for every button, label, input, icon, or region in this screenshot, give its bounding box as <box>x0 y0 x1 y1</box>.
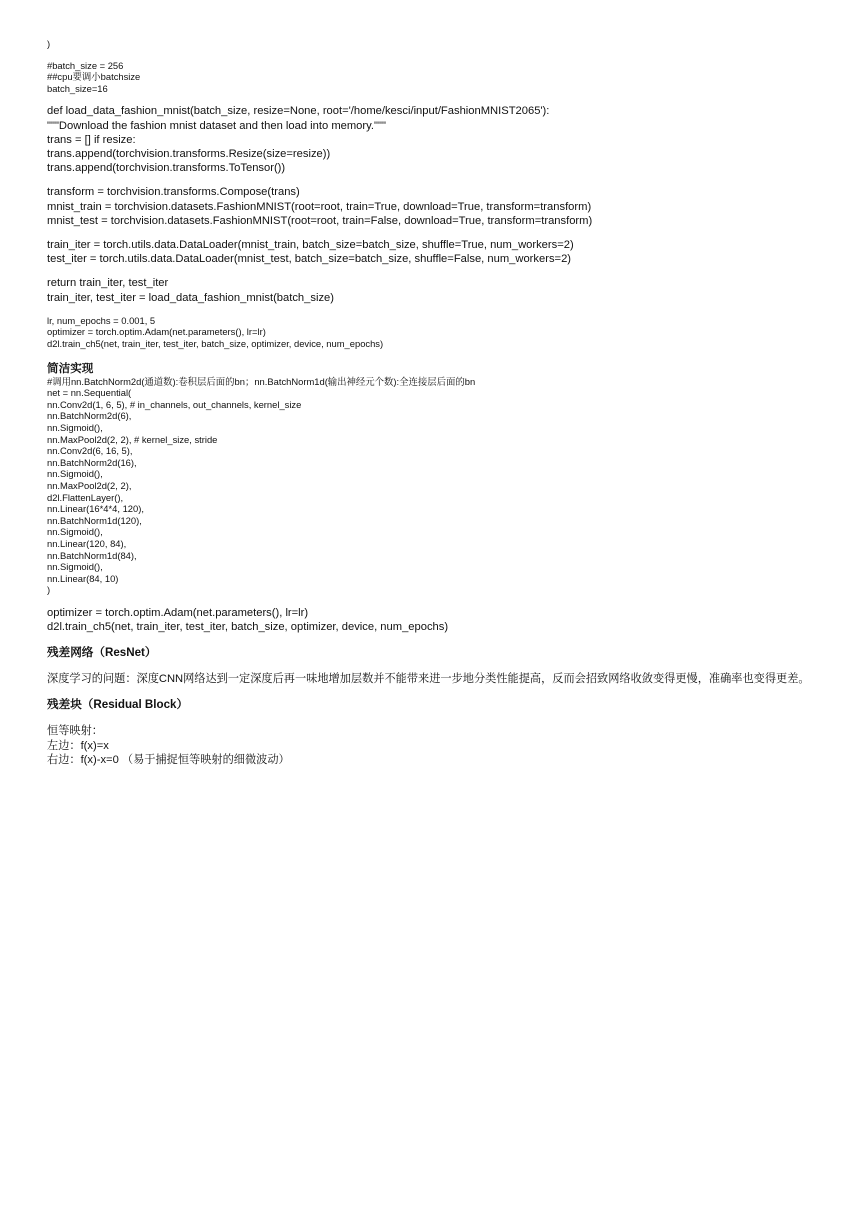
code-line: trans.append(torchvision.transforms.Resize(size=resize)) <box>47 147 331 160</box>
code-line: nn.MaxPool2d(2, 2), # kernel_size, stride <box>47 433 218 445</box>
code-line: nn.MaxPool2d(2, 2), <box>47 479 132 491</box>
code-block-sequential <box>47 376 827 596</box>
section-heading-resnet: 残差网络（ResNet） <box>47 646 157 660</box>
code-line: """Download the fashion mnist dataset and then load into memory.""" <box>47 119 386 132</box>
code-line: nn.Conv2d(6, 16, 5), <box>47 445 133 457</box>
code-line: def load_data_fashion_mnist(batch_size, resize=None, root='/home/kesci/input/FashionMNIST2065'): <box>47 105 550 118</box>
code-line: d2l.FlattenLayer(), <box>47 491 124 503</box>
code-line: return train_iter, test_iter <box>47 277 169 290</box>
code-line: nn.Sigmoid(), <box>47 421 103 433</box>
code-line: test_iter = torch.utils.data.DataLoader(mnist_test, batch_size=batch_size, shuffle=False, num_workers=2) <box>47 253 572 266</box>
code-line: trans = [] if resize: <box>47 133 136 146</box>
code-block-closing-paren <box>47 38 827 50</box>
code-block-train <box>47 315 827 350</box>
code-line: d2l.train_ch5(net, train_iter, test_iter, batch_size, optimizer, device, num_epochs) <box>47 621 449 634</box>
identity-mapping-notes <box>47 724 827 767</box>
code-line: nn.Conv2d(1, 6, 5), # in_channels, out_channels, kernel_size <box>47 398 302 410</box>
code-line: nn.BatchNorm1d(84), <box>47 549 137 561</box>
code-line: nn.Sigmoid(), <box>47 468 103 480</box>
code-line: nn.Linear(120, 84), <box>47 537 127 549</box>
text-line: 左边：f(x)=x <box>47 739 109 752</box>
code-line: mnist_test = torchvision.datasets.FashionMNIST(root=root, train=False, download=True, transform=transform) <box>47 214 593 227</box>
resnet-description-paragraph: 深度学习的问题：深度CNN网络达到一定深度后再一味地增加层数并不能带来进一步地分类性能提高，反而会招致网络收敛变得更慢，准确率也变得更差。 <box>47 673 810 686</box>
code-line: #batch_size = 256 <box>47 59 124 71</box>
code-block-load-data-def <box>47 104 827 175</box>
code-block-return <box>47 276 827 304</box>
code-line: train_iter, test_iter = load_data_fashion_mnist(batch_size) <box>47 291 335 304</box>
text-line: 恒等映射： <box>47 725 103 738</box>
code-line: trans.append(torchvision.transforms.ToTensor()) <box>47 162 286 175</box>
code-line: ) <box>47 38 51 49</box>
code-line: ##cpu要调小batchsize <box>47 71 141 83</box>
code-line: nn.Sigmoid(), <box>47 561 103 573</box>
code-line: d2l.train_ch5(net, train_iter, test_iter, batch_size, optimizer, device, num_epochs) <box>47 338 384 349</box>
code-block-batch-size <box>47 60 827 95</box>
code-line: #调用nn.BatchNorm2d(通道数):卷积层后面的bn；nn.BatchNorm1d(输出神经元个数):全连接层后面的bn <box>47 375 476 387</box>
code-line: ) <box>47 584 51 596</box>
code-line: lr, num_epochs = 0.001, 5 <box>47 314 156 326</box>
code-line: nn.BatchNorm2d(6), <box>47 410 132 422</box>
code-line: optimizer = torch.optim.Adam(net.parameters(), lr=lr) <box>47 326 266 338</box>
code-line: transform = torchvision.transforms.Compose(trans) <box>47 186 300 199</box>
code-line: net = nn.Sequential( <box>47 387 132 399</box>
code-block-dataloader <box>47 238 827 266</box>
code-line: nn.Sigmoid(), <box>47 526 103 538</box>
document-page <box>47 38 827 767</box>
code-line: batch_size=16 <box>47 82 108 94</box>
section-heading-concise-implementation: 简洁实现 <box>47 361 94 375</box>
code-block-transform <box>47 185 827 228</box>
section-heading-residual-block: 残差块（Residual Block） <box>47 698 189 712</box>
code-line: nn.Linear(84, 10) <box>47 572 119 584</box>
code-line: nn.Linear(16*4*4, 120), <box>47 503 144 515</box>
text-line: 右边：f(x)-x=0 （易于捕捉恒等映射的细微波动） <box>47 753 290 766</box>
code-block-optimizer <box>47 606 827 634</box>
code-line: nn.BatchNorm1d(120), <box>47 514 142 526</box>
code-line: mnist_train = torchvision.datasets.FashionMNIST(root=root, train=True, download=True, transform=transform) <box>47 200 592 213</box>
code-line: nn.BatchNorm2d(16), <box>47 456 137 468</box>
code-line: optimizer = torch.optim.Adam(net.parameters(), lr=lr) <box>47 606 309 619</box>
code-line: train_iter = torch.utils.data.DataLoader(mnist_train, batch_size=batch_size, shuffle=True, num_workers=2) <box>47 239 574 251</box>
